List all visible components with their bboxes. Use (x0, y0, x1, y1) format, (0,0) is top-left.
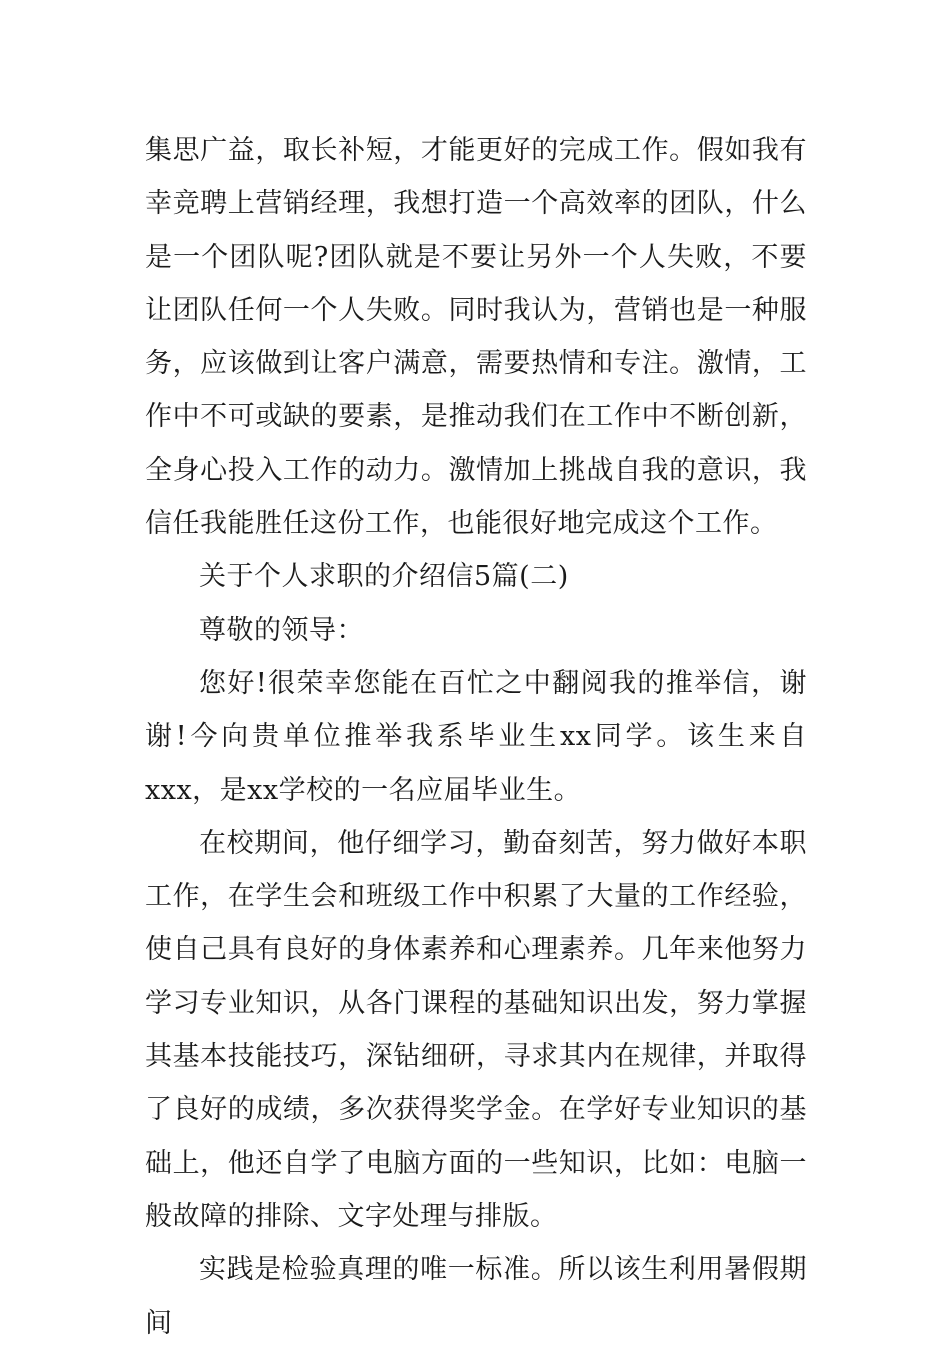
paragraph-greeting: 您好!很荣幸您能在百忙之中翻阅我的推举信，谢谢!今向贵单位推举我系毕业生xx同学。该生来自xxx，是xx学校的一名应届毕业生。 (145, 667, 807, 806)
paragraph-practice: 实践是检验真理的唯一标准。所以该生利用暑假期间 (145, 1254, 807, 1339)
letter-heading: 关于个人求职的介绍信5篇(二) (199, 561, 569, 593)
letter-body (145, 124, 807, 1350)
paragraph-continuation: 集思广益，取长补短，才能更好的完成工作。假如我有幸竞聘上营销经理，我想打造一个高效率的团队，什么是一个团队呢?团队就是不要让另外一个人失败，不要让团队任何一个人失败。同时我认为，营销也是一种服务，应该做到让客户满意，需要热情和专注。激情，工作中不可或缺的要素，是推动我们在工作中不断创新，全身心投入工作的动力。激情加上挑战自我的意识，我信任我能胜任这份工作，也能很好地完成这个工作。 (145, 135, 807, 540)
salutation: 尊敬的领导： (199, 614, 364, 646)
paragraph-school-performance: 在校期间，他仔细学习，勤奋刻苦，努力做好本职工作，在学生会和班级工作中积累了大量的工作经验，使自己具有良好的身体素养和心理素养。几年来他努力学习专业知识，从各门课程的基础知识出发，努力掌握其基本技能技巧，深钻细研，寻求其内在规律，并取得了良好的成绩，多次获得奖学金。在学好专业知识的基础上，他还自学了电脑方面的一些知识，比如：电脑一般故障的排除、文字处理与排版。 (145, 827, 807, 1232)
